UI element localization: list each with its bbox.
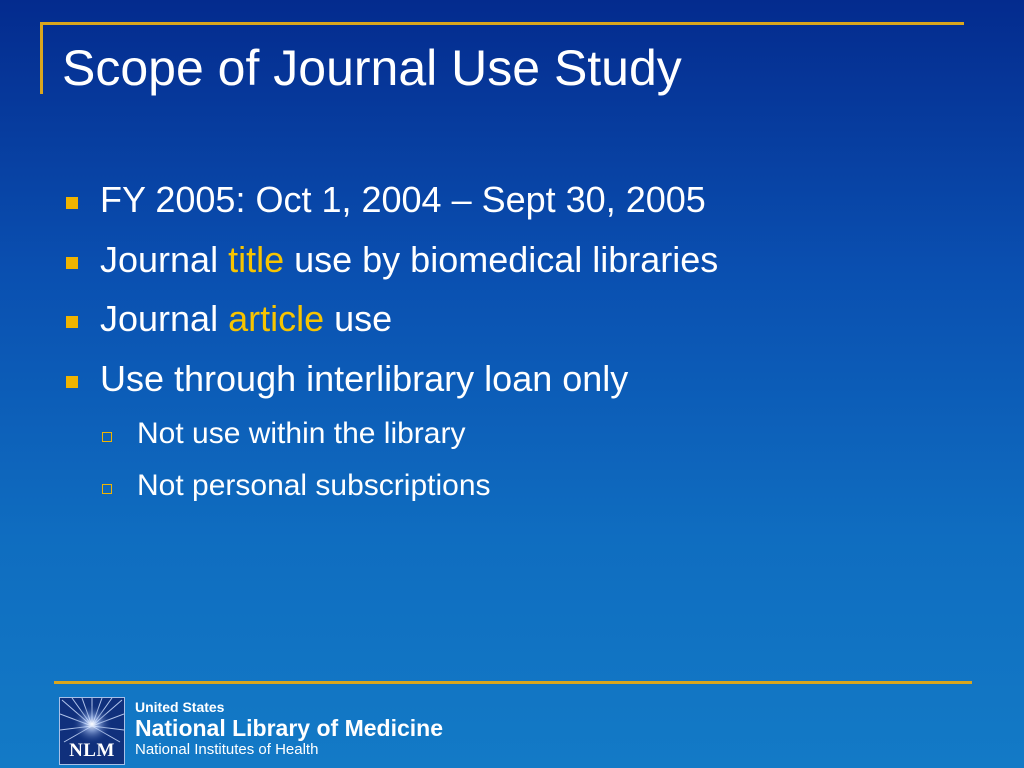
bullet-item-article-use [62,297,962,341]
hollow-square-bullet-icon [102,432,112,442]
organization-name-block [135,699,443,758]
bullet-text-before: Journal [100,238,229,280]
square-bullet-icon [66,376,78,388]
sub-bullet-item-within-library [62,416,962,452]
bullet-item-title-use [62,238,962,282]
footer-rule-line [54,681,972,684]
bullet-highlight-article: article [228,298,325,339]
bullet-text-after: use [324,298,393,339]
org-line-institutes: National Institutes of Health [135,741,319,758]
square-bullet-icon [66,257,78,269]
sub-bullet-item-personal-subscriptions [62,468,962,504]
bullet-highlight-title: title [228,238,285,280]
slide-title: Scope of Journal Use Study [62,40,682,96]
title-frame-left-line [40,22,43,94]
bullet-text: FY 2005: Oct 1, 2004 – Sept 30, 2005 [100,179,706,220]
title-frame-top-line [40,22,964,25]
bullet-item-fiscal-year [62,178,962,222]
nlm-logo [59,697,125,765]
sub-bullet-text: Not use within the library [137,417,466,450]
bullet-text: Use through interlibrary loan only [100,357,629,399]
hollow-square-bullet-icon [102,484,112,494]
bullet-list [62,178,962,520]
bullet-text-after: use by biomedical libraries [284,238,719,280]
sub-bullet-text: Not personal subscriptions [137,469,491,502]
bullet-text-before: Journal [100,298,229,339]
square-bullet-icon [66,197,78,209]
square-bullet-icon [66,316,78,328]
nlm-logo-letters: NLM [69,740,115,761]
bullet-item-interlibrary-loan [62,357,962,401]
org-line-library: National Library of Medicine [135,715,443,741]
org-line-country: United States [135,699,225,715]
